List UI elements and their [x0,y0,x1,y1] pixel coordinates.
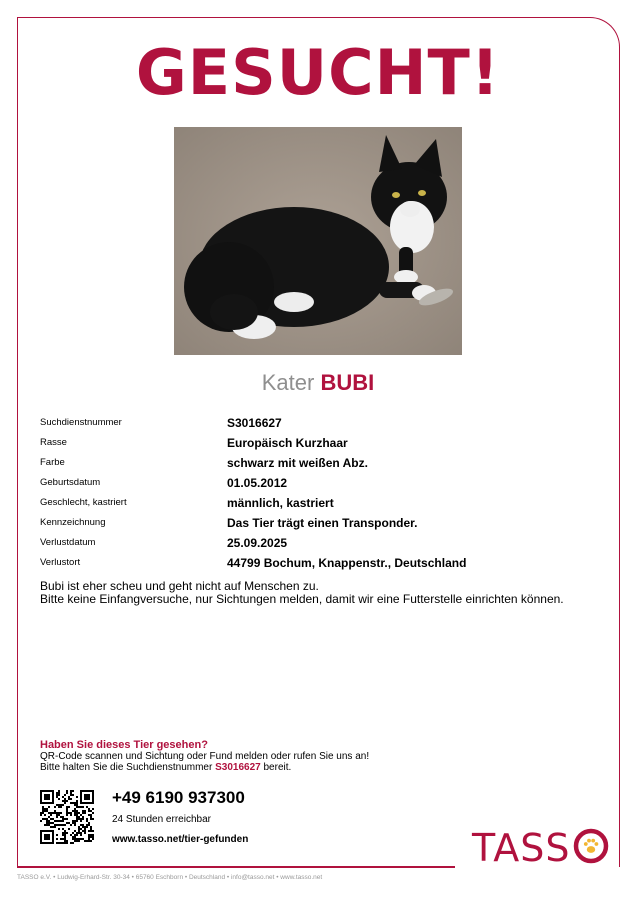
pet-species: Kater [261,370,315,395]
detail-value: Europäisch Kurzhaar [227,436,348,450]
detail-value: 01.05.2012 [227,476,288,490]
phone-number[interactable]: +49 6190 937300 [112,788,245,807]
qr-code-icon [40,790,94,844]
qr-code[interactable] [40,790,94,844]
detail-row-verlustdatum [40,536,600,556]
headline: GESUCHT! [135,36,501,109]
website-link[interactable]: www.tasso.net/tier-gefunden [112,834,249,845]
logo-text: TASS [472,826,571,870]
detail-row-verlustort [40,556,600,576]
detail-value: Das Tier trägt einen Transponder. [227,516,418,530]
description [40,580,580,606]
detail-label: Suchdienstnummer [40,417,122,428]
contact-call-to-action [40,740,460,773]
detail-row-kennzeichnung [40,516,600,536]
description-line: Bubi ist eher scheu und geht nicht auf Menschen zu. [40,579,319,593]
cat-illustration [174,127,462,355]
detail-row-farbe [40,456,600,476]
detail-row-rasse [40,436,600,456]
contact-title: Haben Sie dieses Tier gesehen? [40,739,208,751]
detail-value: männlich, kastriert [227,496,334,510]
detail-label: Farbe [40,457,65,468]
paw-o-icon [573,828,609,869]
detail-label: Verlustdatum [40,537,96,548]
detail-value: 25.09.2025 [227,536,288,550]
detail-row-geschlecht [40,496,600,516]
reference-number: S3016627 [215,762,261,773]
detail-label: Verlustort [40,557,81,568]
hours-note: 24 Stunden erreichbar [112,814,211,825]
contact-instruction: QR-Code scannen und Sichtung oder Fund melden oder rufen Sie uns an! [40,751,370,762]
reference-prefix: Bitte halten Sie die Suchdienstnummer [40,762,216,773]
pet-name [0,372,636,394]
description-line: Bitte keine Einfangversuche, nur Sichtungen melden, damit wir eine Futterstelle einrichten können. [40,592,564,606]
detail-value: S3016627 [227,416,282,430]
contact-reference [40,762,460,773]
pet-name-value: BUBI [320,370,375,395]
detail-label: Rasse [40,437,67,448]
details-table [40,416,600,576]
cat-photo [174,127,462,355]
frame-bottom-line [17,866,455,868]
detail-label: Geschlecht, kastriert [40,497,127,508]
detail-label: Geburtsdatum [40,477,101,488]
reference-suffix: bereit. [260,762,292,773]
detail-row-suchdienstnummer [40,416,600,436]
tasso-logo [472,826,609,870]
detail-label: Kennzeichnung [40,517,106,528]
detail-value: 44799 Bochum, Knappenstr., Deutschland [227,556,467,570]
detail-value: schwarz mit weißen Abz. [227,456,368,470]
footer-address: TASSO e.V. • Ludwig-Erhard-Str. 30-34 • 65760 Eschborn • Deutschland • info@tasso.net • www.tasso.net [17,874,323,881]
detail-row-geburtsdatum [40,476,600,496]
